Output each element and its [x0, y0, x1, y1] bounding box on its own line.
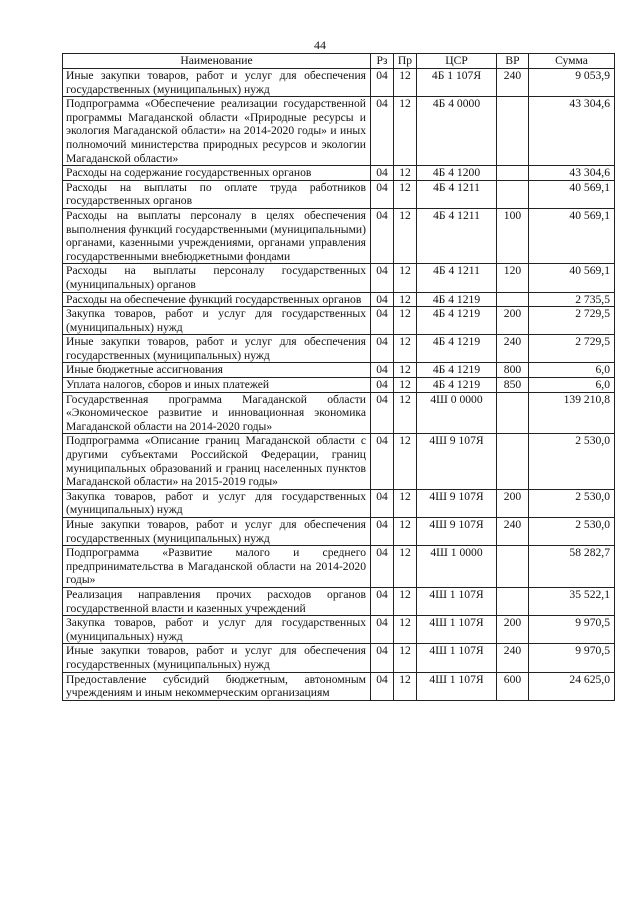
cell-vr: 240	[497, 335, 529, 363]
cell-name: Расходы на содержание государственных органов	[63, 166, 371, 181]
cell-sum: 43 304,6	[529, 97, 615, 166]
cell-name: Подпрограмма «Развитие малого и среднего предпринимательства в Магаданской области на 2014-2020 годы»	[63, 546, 371, 588]
table-row	[63, 392, 615, 434]
cell-name: Расходы на выплаты по оплате труда работников государственных органов	[63, 180, 371, 208]
cell-csr: 4Б 4 1211	[417, 264, 497, 292]
cell-pr: 12	[394, 307, 417, 335]
table-row	[63, 378, 615, 393]
table-row	[63, 264, 615, 292]
cell-rz: 04	[371, 546, 394, 588]
budget-table	[62, 53, 615, 701]
cell-csr: 4Ш 9 107Я	[417, 518, 497, 546]
cell-sum: 2 735,5	[529, 292, 615, 307]
table-row	[63, 644, 615, 672]
table-row	[63, 335, 615, 363]
table-row	[63, 616, 615, 644]
cell-name: Государственная программа Магаданской области «Экономическое развитие и инновационная экономика Магаданской области на 2014-2020 годы»	[63, 392, 371, 434]
table-row	[63, 166, 615, 181]
cell-vr: 600	[497, 672, 529, 700]
cell-rz: 04	[371, 208, 394, 263]
cell-pr: 12	[394, 489, 417, 517]
cell-csr: 4Ш 9 107Я	[417, 489, 497, 517]
cell-sum: 2 729,5	[529, 307, 615, 335]
cell-name: Закупка товаров, работ и услуг для государственных (муниципальных) нужд	[63, 489, 371, 517]
cell-vr	[497, 180, 529, 208]
cell-csr: 4Б 4 1219	[417, 307, 497, 335]
table-row	[63, 363, 615, 378]
cell-vr	[497, 97, 529, 166]
cell-vr: 200	[497, 489, 529, 517]
cell-sum: 9 970,5	[529, 616, 615, 644]
header-sum: Сумма	[529, 54, 615, 69]
cell-rz: 04	[371, 166, 394, 181]
cell-rz: 04	[371, 180, 394, 208]
cell-rz: 04	[371, 363, 394, 378]
cell-rz: 04	[371, 392, 394, 434]
cell-sum: 43 304,6	[529, 166, 615, 181]
cell-name: Расходы на выплаты персоналу государственных (муниципальных) органов	[63, 264, 371, 292]
cell-name: Реализация направления прочих расходов органов государственной власти и казенных учреждений	[63, 587, 371, 615]
cell-csr: 4Б 4 1219	[417, 378, 497, 393]
table-header	[63, 54, 615, 69]
cell-csr: 4Ш 1 0000	[417, 546, 497, 588]
table-row	[63, 434, 615, 489]
cell-rz: 04	[371, 335, 394, 363]
cell-name: Иные закупки товаров, работ и услуг для обеспечения государственных (муниципальных) нужд	[63, 518, 371, 546]
cell-rz: 04	[371, 307, 394, 335]
cell-sum: 35 522,1	[529, 587, 615, 615]
cell-rz: 04	[371, 434, 394, 489]
cell-pr: 12	[394, 392, 417, 434]
cell-rz: 04	[371, 264, 394, 292]
cell-csr: 4Б 4 0000	[417, 97, 497, 166]
cell-csr: 4Ш 1 107Я	[417, 672, 497, 700]
cell-vr: 200	[497, 307, 529, 335]
cell-csr: 4Ш 0 0000	[417, 392, 497, 434]
table-row	[63, 489, 615, 517]
cell-rz: 04	[371, 644, 394, 672]
cell-rz: 04	[371, 69, 394, 97]
cell-rz: 04	[371, 518, 394, 546]
header-row	[63, 54, 615, 69]
cell-pr: 12	[394, 69, 417, 97]
cell-vr: 120	[497, 264, 529, 292]
cell-pr: 12	[394, 335, 417, 363]
cell-vr	[497, 292, 529, 307]
cell-name: Подпрограмма «Описание границ Магаданской области с другими субъектами Российской Федерации, границ муниципальных образований и границ населенных пунктов Магаданской области» на 2015-2019 годы»	[63, 434, 371, 489]
cell-sum: 2 530,0	[529, 434, 615, 489]
header-vr: ВР	[497, 54, 529, 69]
cell-pr: 12	[394, 292, 417, 307]
cell-rz: 04	[371, 587, 394, 615]
cell-pr: 12	[394, 264, 417, 292]
table-row	[63, 292, 615, 307]
cell-csr: 4Б 4 1219	[417, 292, 497, 307]
cell-csr: 4Б 4 1211	[417, 208, 497, 263]
cell-sum: 58 282,7	[529, 546, 615, 588]
cell-pr: 12	[394, 434, 417, 489]
cell-rz: 04	[371, 672, 394, 700]
cell-csr: 4Ш 1 107Я	[417, 644, 497, 672]
cell-sum: 40 569,1	[529, 264, 615, 292]
table-row	[63, 69, 615, 97]
cell-name: Закупка товаров, работ и услуг для государственных (муниципальных) нужд	[63, 307, 371, 335]
cell-rz: 04	[371, 489, 394, 517]
cell-sum: 6,0	[529, 378, 615, 393]
cell-pr: 12	[394, 518, 417, 546]
table-row	[63, 180, 615, 208]
cell-sum: 40 569,1	[529, 208, 615, 263]
cell-vr: 240	[497, 69, 529, 97]
page-number: 44	[314, 38, 326, 52]
cell-vr: 850	[497, 378, 529, 393]
header-name: Наименование	[63, 54, 371, 69]
table-row	[63, 587, 615, 615]
cell-csr: 4Ш 1 107Я	[417, 616, 497, 644]
cell-name: Иные закупки товаров, работ и услуг для обеспечения государственных (муниципальных) нужд	[63, 69, 371, 97]
cell-pr: 12	[394, 644, 417, 672]
cell-csr: 4Ш 9 107Я	[417, 434, 497, 489]
cell-csr: 4Ш 1 107Я	[417, 587, 497, 615]
header-rz: Рз	[371, 54, 394, 69]
cell-sum: 24 625,0	[529, 672, 615, 700]
cell-name: Иные бюджетные ассигнования	[63, 363, 371, 378]
cell-csr: 4Б 4 1219	[417, 363, 497, 378]
cell-name: Закупка товаров, работ и услуг для государственных (муниципальных) нужд	[63, 616, 371, 644]
cell-name: Иные закупки товаров, работ и услуг для обеспечения государственных (муниципальных) нужд	[63, 644, 371, 672]
table-row	[63, 97, 615, 166]
cell-csr: 4Б 4 1211	[417, 180, 497, 208]
cell-vr: 800	[497, 363, 529, 378]
cell-vr: 240	[497, 644, 529, 672]
cell-sum: 6,0	[529, 363, 615, 378]
cell-vr	[497, 434, 529, 489]
cell-csr: 4Б 4 1200	[417, 166, 497, 181]
cell-pr: 12	[394, 208, 417, 263]
cell-sum: 9 970,5	[529, 644, 615, 672]
cell-csr: 4Б 4 1219	[417, 335, 497, 363]
table-body	[63, 69, 615, 701]
cell-name: Предоставление субсидий бюджетным, автономным учреждениям и иным некоммерческим организациям	[63, 672, 371, 700]
cell-name: Иные закупки товаров, работ и услуг для обеспечения государственных (муниципальных) нужд	[63, 335, 371, 363]
header-pr: Пр	[394, 54, 417, 69]
cell-sum: 2 530,0	[529, 518, 615, 546]
cell-name: Подпрограмма «Обеспечение реализации государственной программы Магаданской области «Природные ресурсы и экология Магаданской области» на 2014-2020 годы» и иных полномочий министерства природных ресурсов и экологии Магаданской области»	[63, 97, 371, 166]
cell-sum: 139 210,8	[529, 392, 615, 434]
cell-pr: 12	[394, 378, 417, 393]
cell-rz: 04	[371, 97, 394, 166]
cell-name: Расходы на обеспечение функций государственных органов	[63, 292, 371, 307]
cell-pr: 12	[394, 546, 417, 588]
cell-rz: 04	[371, 378, 394, 393]
cell-rz: 04	[371, 292, 394, 307]
cell-name: Уплата налогов, сборов и иных платежей	[63, 378, 371, 393]
table-row	[63, 307, 615, 335]
cell-vr	[497, 546, 529, 588]
cell-sum: 40 569,1	[529, 180, 615, 208]
cell-pr: 12	[394, 180, 417, 208]
cell-vr	[497, 587, 529, 615]
cell-pr: 12	[394, 363, 417, 378]
cell-pr: 12	[394, 616, 417, 644]
cell-pr: 12	[394, 672, 417, 700]
cell-rz: 04	[371, 616, 394, 644]
cell-sum: 9 053,9	[529, 69, 615, 97]
cell-pr: 12	[394, 97, 417, 166]
table-row	[63, 672, 615, 700]
cell-name: Расходы на выплаты персоналу в целях обеспечения выполнения функций государственными (муниципальными) органами, казенными учреждениями, органами управления государственными внебюджетными фондами	[63, 208, 371, 263]
cell-sum: 2 729,5	[529, 335, 615, 363]
header-csr: ЦСР	[417, 54, 497, 69]
cell-sum: 2 530,0	[529, 489, 615, 517]
table-row	[63, 546, 615, 588]
table-row	[63, 518, 615, 546]
cell-vr	[497, 392, 529, 434]
cell-vr: 200	[497, 616, 529, 644]
cell-csr: 4Б 1 107Я	[417, 69, 497, 97]
cell-vr: 240	[497, 518, 529, 546]
cell-pr: 12	[394, 166, 417, 181]
cell-pr: 12	[394, 587, 417, 615]
table-row	[63, 208, 615, 263]
cell-vr	[497, 166, 529, 181]
cell-vr: 100	[497, 208, 529, 263]
